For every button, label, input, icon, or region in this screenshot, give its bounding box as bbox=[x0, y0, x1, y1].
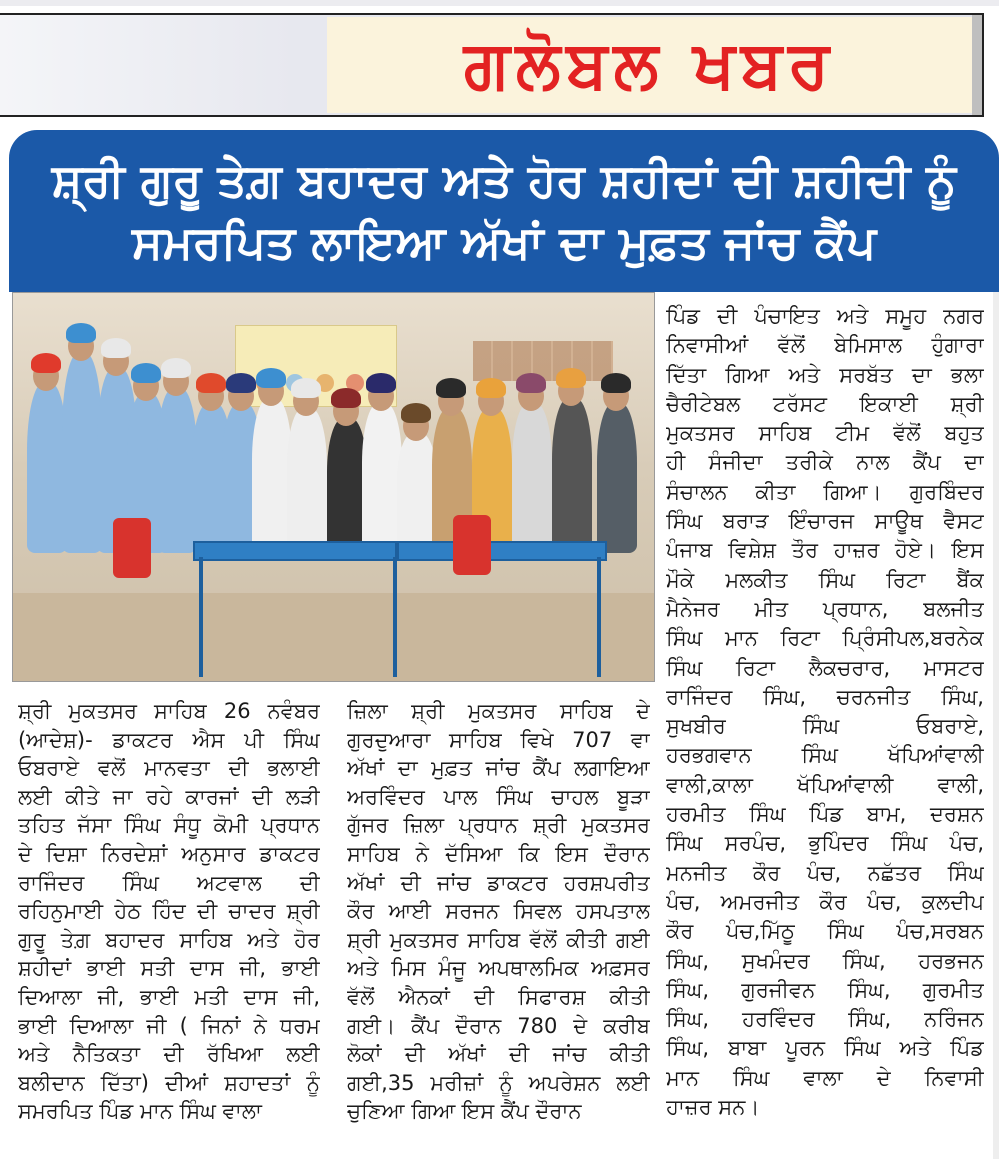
photo-red-chair bbox=[453, 515, 491, 575]
photo-turban bbox=[291, 378, 321, 398]
article-line: ਪੰਚ, ਅਮਰਜੀਤ ਕੌਰ ਪੰਚ, ਕੁਲਦੀਪ bbox=[666, 889, 984, 914]
photo-person bbox=[62, 353, 102, 553]
article-line: ਅਤੇ ਮਿਸ ਮੰਜੂ ਅਪਥਾਲਮਿਕ ਅਫ਼ਸਰ bbox=[347, 956, 650, 981]
article-line: ਸ਼੍ਰੀ ਮੁਕਤਸਰ ਸਾਹਿਬ ਵੱਲੋਂ ਕੀਤੀ ਗਈ bbox=[347, 927, 650, 952]
photo-turban bbox=[556, 368, 586, 388]
headline-banner bbox=[9, 130, 999, 292]
article-line: ਹਰਮੀਤ ਸਿੰਘ ਪਿੰਡ ਬਾਮ, ਦਰਸ਼ਨ bbox=[666, 802, 984, 827]
article-line: ਗਈ,35 ਮਰੀਜ਼ਾਂ ਨੂੰ ਅਪਰੇਸ਼ਨ ਲਈ bbox=[347, 1070, 650, 1095]
article-line: ਤਹਿਤ ਜੱਸਾ ਸਿੰਘ ਸੰਧੂ ਕੋਮੀ ਪ੍ਰਧਾਨ bbox=[18, 813, 320, 838]
article-line: ਲੋਕਾਂ ਦੀ ਅੱਖਾਂ ਦੀ ਜਾਂਚ ਕੀਤੀ bbox=[347, 1042, 650, 1067]
article-line: ਓਬਰਾਏ ਵਲੋਂ ਮਾਨਵਤਾ ਦੀ ਭਲਾਈ bbox=[18, 756, 320, 781]
photo-person bbox=[27, 383, 67, 553]
headline-line-2: ਸਮਰਪਿਤ ਲਾਇਆ ਅੱਖਾਂ ਦਾ ਮੁਫ਼ਤ ਜਾਂਚ ਕੈਂਪ bbox=[131, 215, 877, 269]
article-line: ਲਈ ਕੀਤੇ ਜਾ ਰਹੇ ਕਾਰਜਾਂ ਦੀ ਲੜੀ bbox=[18, 784, 320, 809]
article-line: ਦੇ ਦਿਸ਼ਾ ਨਿਰਦੇਸ਼ਾਂ ਅਨੁਸਾਰ ਡਾਕਟਰ bbox=[18, 841, 320, 866]
article-column-3 bbox=[666, 302, 984, 1122]
photo-person bbox=[552, 398, 592, 553]
article-line: ਪਿੰਡ ਦੀ ਪੰਚਾਇਤ ਅਤੇ ਸਮੂਹ ਨਗਰ bbox=[666, 304, 984, 328]
photo-turban bbox=[366, 373, 396, 393]
article-line: ਗੁਰਦੁਆਰਾ ਸਾਹਿਬ ਵਿਖੇ 707 ਵਾ bbox=[347, 727, 650, 752]
article-line: ਸਿੰਘ ਸਰਪੰਚ, ਭੁਪਿੰਦਰ ਸਿੰਘ ਪੰਚ, bbox=[666, 831, 984, 856]
masthead-logo-panel bbox=[327, 17, 972, 113]
article-line: ਮੈਨੇਜਰ ਮੀਤ ਪ੍ਰਧਾਨ, ਬਲਜੀਤ bbox=[666, 596, 984, 621]
article-line: ਮਨਜੀਤ ਕੌਰ ਪੰਚ, ਨਛੱਤਰ ਸਿੰਘ bbox=[666, 860, 984, 885]
photo-turban bbox=[31, 353, 61, 373]
article-line: ਗੁੱਜਰ ਜ਼ਿਲਾ ਪ੍ਰਧਾਨ ਸ਼੍ਰੀ ਮੁਕਤਸਰ bbox=[347, 813, 650, 838]
photo-person bbox=[157, 388, 197, 553]
photo-person bbox=[512, 403, 552, 553]
photo-turban bbox=[436, 378, 466, 398]
photo-turban bbox=[401, 403, 431, 423]
article-line: ਸਿੰਘ ਮਾਨ ਰਿਟਾ ਪ੍ਰਿੰਸੀਪਲ,ਬਰਨੇਕ bbox=[666, 626, 984, 651]
article-line: ਹੀ ਸੰਜੀਦਾ ਤਰੀਕੇ ਨਾਲ ਕੈਂਪ ਦਾ bbox=[666, 450, 984, 475]
article-line: ਹਾਜ਼ਰ ਸਨ। bbox=[666, 1095, 760, 1120]
article-line: ਮਾਨ ਸਿੰਘ ਵਾਲਾ ਦੇ ਨਿਵਾਸੀ bbox=[666, 1065, 984, 1090]
photo-turban bbox=[196, 373, 226, 393]
article-line: ਦਿਆਲਾ ਜੀ, ਭਾਈ ਮਤੀ ਦਾਸ ਜੀ, bbox=[18, 984, 320, 1009]
photo-turban bbox=[101, 338, 131, 358]
article-line: ਜ਼ਿਲਾ ਸ਼੍ਰੀ ਮੁਕਤਸਰ ਸਾਹਿਬ ਦੇ bbox=[347, 699, 650, 723]
article-line: ਨਿਵਾਸੀਆਂ ਵੱਲੋਂ ਬੇਮਿਸਾਲ ਹੁੰਗਾਰਾ bbox=[666, 333, 984, 358]
article-line: ਚੁਣਿਆ ਗਿਆ ਇਸ ਕੈਂਪ ਦੌਰਾਨ bbox=[347, 1099, 582, 1124]
news-photo-eye-camp bbox=[12, 292, 655, 682]
article-line: ਕੌਰ ਆਈ ਸਰਜਨ ਸਿਵਲ ਹਸਪਤਾਲ bbox=[347, 899, 650, 924]
article-line: ਸੰਚਾਲਨ ਕੀਤਾ ਗਿਆ। ਗੁਰਬਿੰਦਰ bbox=[666, 479, 984, 504]
article-line: ਰਾਜਿੰਦਰ ਸਿੰਘ ਅਟਵਾਲ ਦੀ bbox=[18, 870, 320, 895]
photo-turban bbox=[516, 373, 546, 393]
article-line: ਮੁਕਤਸਰ ਸਾਹਿਬ ਟੀਮ ਵੱਲੋਂ ਬਹੁਤ bbox=[666, 421, 984, 446]
photo-turban bbox=[601, 373, 631, 393]
article-line: ਸੁਖਬੀਰ ਸਿੰਘ ਓਬਰਾਏ, bbox=[666, 714, 984, 739]
article-line: ਸ਼੍ਰੀ ਮੁਕਤਸਰ ਸਾਹਿਬ 26 ਨਵੰਬਰ bbox=[18, 699, 320, 723]
photo-turban bbox=[131, 363, 161, 383]
photo-floor bbox=[13, 593, 654, 682]
photo-person bbox=[397, 433, 437, 553]
photo-brick-wall bbox=[473, 341, 613, 381]
article-line: ਹਰਭਗਵਾਨ ਸਿੰਘ ਖੱਪਿਆਂਵਾਲੀ bbox=[666, 743, 984, 768]
photo-table bbox=[193, 541, 397, 561]
article-line: (ਆਦੇਸ਼)- ਡਾਕਟਰ ਐਸ ਪੀ ਸਿੰਘ bbox=[18, 727, 320, 752]
photo-person bbox=[327, 418, 367, 553]
photo-turban bbox=[66, 323, 96, 343]
article-column-2 bbox=[347, 697, 650, 1126]
photo-red-chair bbox=[113, 518, 151, 578]
article-line: ਸਿੰਘ ਬਰਾੜ ਇੰਚਾਰਜ ਸਾਊਥ ਵੈਸਟ bbox=[666, 509, 984, 534]
article-line: ਭਾਈ ਦਿਆਲਾ ਜੀ ( ਜਿਨਾਂ ਨੇ ਧਰਮ bbox=[18, 1013, 320, 1038]
article-line: ਸਿੰਘ, ਬਾਬਾ ਪੂਰਨ ਸਿੰਘ ਅਤੇ ਪਿੰਡ bbox=[666, 1036, 984, 1061]
article-line: ਪੰਜਾਬ ਵਿਸ਼ੇਸ਼ ਤੌਰ ਹਾਜ਼ਰ ਹੋਏ। ਇਸ bbox=[666, 538, 984, 563]
photo-person bbox=[252, 398, 292, 553]
article-line: ਅੱਖਾਂ ਦਾ ਮੁਫ਼ਤ ਜਾਂਚ ਕੈਂਪ ਲਗਾਇਆ bbox=[347, 756, 650, 781]
article-line: ਚੈਰੀਟੇਬਲ ਟਰੱਸਟ ਇਕਾਈ ਸ਼੍ਰੀ bbox=[666, 391, 984, 416]
article-line: ਸਮਰਪਿਤ ਪਿੰਡ ਮਾਨ ਸਿੰਘ ਵਾਲਾ bbox=[18, 1099, 262, 1124]
table-leg bbox=[597, 557, 601, 677]
article-line: ਅਰਵਿੰਦਰ ਪਾਲ ਸਿੰਘ ਚਾਹਲ ਬੂੜਾ bbox=[347, 784, 650, 809]
masthead-shadow bbox=[972, 15, 982, 115]
photo-turban bbox=[226, 373, 256, 393]
page-top-border bbox=[0, 0, 999, 6]
photo-turban bbox=[331, 388, 361, 408]
article-line: ਅੱਖਾਂ ਦੀ ਜਾਂਚ ਡਾਕਟਰ ਹਰਸ਼ਪਰੀਤ bbox=[347, 870, 650, 895]
article-line: ਕੌਰ ਪੰਚ,ਮਿੱਠੂ ਸਿੰਘ ਪੰਚ,ਸਰਬਨ bbox=[666, 919, 984, 944]
photo-person bbox=[362, 403, 402, 553]
article-line: ਸਾਹਿਬ ਨੇ ਦੱਸਿਆ ਕਿ ਇਸ ਦੌਰਾਨ bbox=[347, 841, 650, 866]
newspaper-title: ਗਲੋਬਲ ਖਬਰ bbox=[463, 26, 836, 103]
photo-person bbox=[597, 403, 637, 553]
article-line: ਸ਼ਹੀਦਾਂ ਭਾਈ ਸਤੀ ਦਾਸ ਜੀ, ਭਾਈ bbox=[18, 956, 320, 981]
masthead bbox=[0, 13, 984, 117]
article-line: ਅਤੇ ਨੈਤਿਕਤਾ ਦੀ ਰੱਖਿਆ ਲਈ bbox=[18, 1042, 320, 1067]
article-line: ਦਿੱਤਾ ਗਿਆ ਅਤੇ ਸਰਬੱਤ ਦਾ ਭਲਾ bbox=[666, 362, 984, 387]
article-line: ਗੁਰੂ ਤੇਗ਼ ਬਹਾਦਰ ਸਾਹਿਬ ਅਤੇ ਹੋਰ bbox=[18, 927, 320, 952]
article-line: ਰਾਜਿੰਦਰ ਸਿੰਘ, ਚਰਨਜੀਤ ਸਿੰਘ, bbox=[666, 684, 984, 709]
article-line: ਸਿੰਘ, ਸੁਖਮੰਦਰ ਸਿੰਘ, ਹਰਭਜਨ bbox=[666, 948, 984, 973]
photo-turban bbox=[161, 358, 191, 378]
article-line: ਗਈ। ਕੈਂਪ ਦੌਰਾਨ 780 ਦੇ ਕਰੀਬ bbox=[347, 1013, 650, 1038]
article-line: ਮੌਕੇ ਮਲਕੀਤ ਸਿੰਘ ਰਿਟਾ ਬੈਂਕ bbox=[666, 567, 984, 592]
headline-line-1: ਸ਼੍ਰੀ ਗੁਰੂ ਤੇਗ਼ ਬਹਾਦਰ ਅਤੇ ਹੋਰ ਸ਼ਹੀਦਾਂ ਦੀ ਸ਼ਹੀਦੀ ਨੂੰ bbox=[51, 153, 957, 207]
article-line: ਵੱਲੋਂ ਐਨਕਾਂ ਦੀ ਸਿਫਾਰਸ਼ ਕੀਤੀ bbox=[347, 984, 650, 1009]
photo-turban bbox=[476, 378, 506, 398]
photo-turban bbox=[256, 368, 286, 388]
photo-table bbox=[397, 541, 607, 561]
article-line: ਸਿੰਘ ਰਿਟਾ ਲੈਕਚਰਾਰ, ਮਾਸਟਰ bbox=[666, 655, 984, 680]
photo-person bbox=[287, 408, 327, 553]
article-line: ਬਲੀਦਾਨ ਦਿੱਤਾ) ਦੀਆਂ ਸ਼ਹਾਦਤਾਂ ਨੂੰ bbox=[18, 1070, 320, 1095]
article-line: ਸਿੰਘ, ਹਰਵਿੰਦਰ ਸਿੰਘ, ਨਰਿੰਜਨ bbox=[666, 1007, 984, 1032]
article-column-1 bbox=[18, 697, 320, 1126]
page-edge-shade bbox=[993, 292, 999, 1159]
table-leg bbox=[199, 557, 203, 677]
article-line: ਰਹਿਨੁਮਾਈ ਹੇਠ ਹਿੰਦ ਦੀ ਚਾਦਰ ਸ਼੍ਰੀ bbox=[18, 899, 320, 924]
table-leg bbox=[393, 557, 397, 677]
article-line: ਸਿੰਘ, ਗੁਰਜੀਵਨ ਸਿੰਘ, ਗੁਰਮੀਤ bbox=[666, 977, 984, 1002]
article-line: ਵਾਲੀ,ਕਾਲਾ ਖੱਪਿਆਂਵਾਲੀ ਵਾਲੀ, bbox=[666, 772, 984, 797]
